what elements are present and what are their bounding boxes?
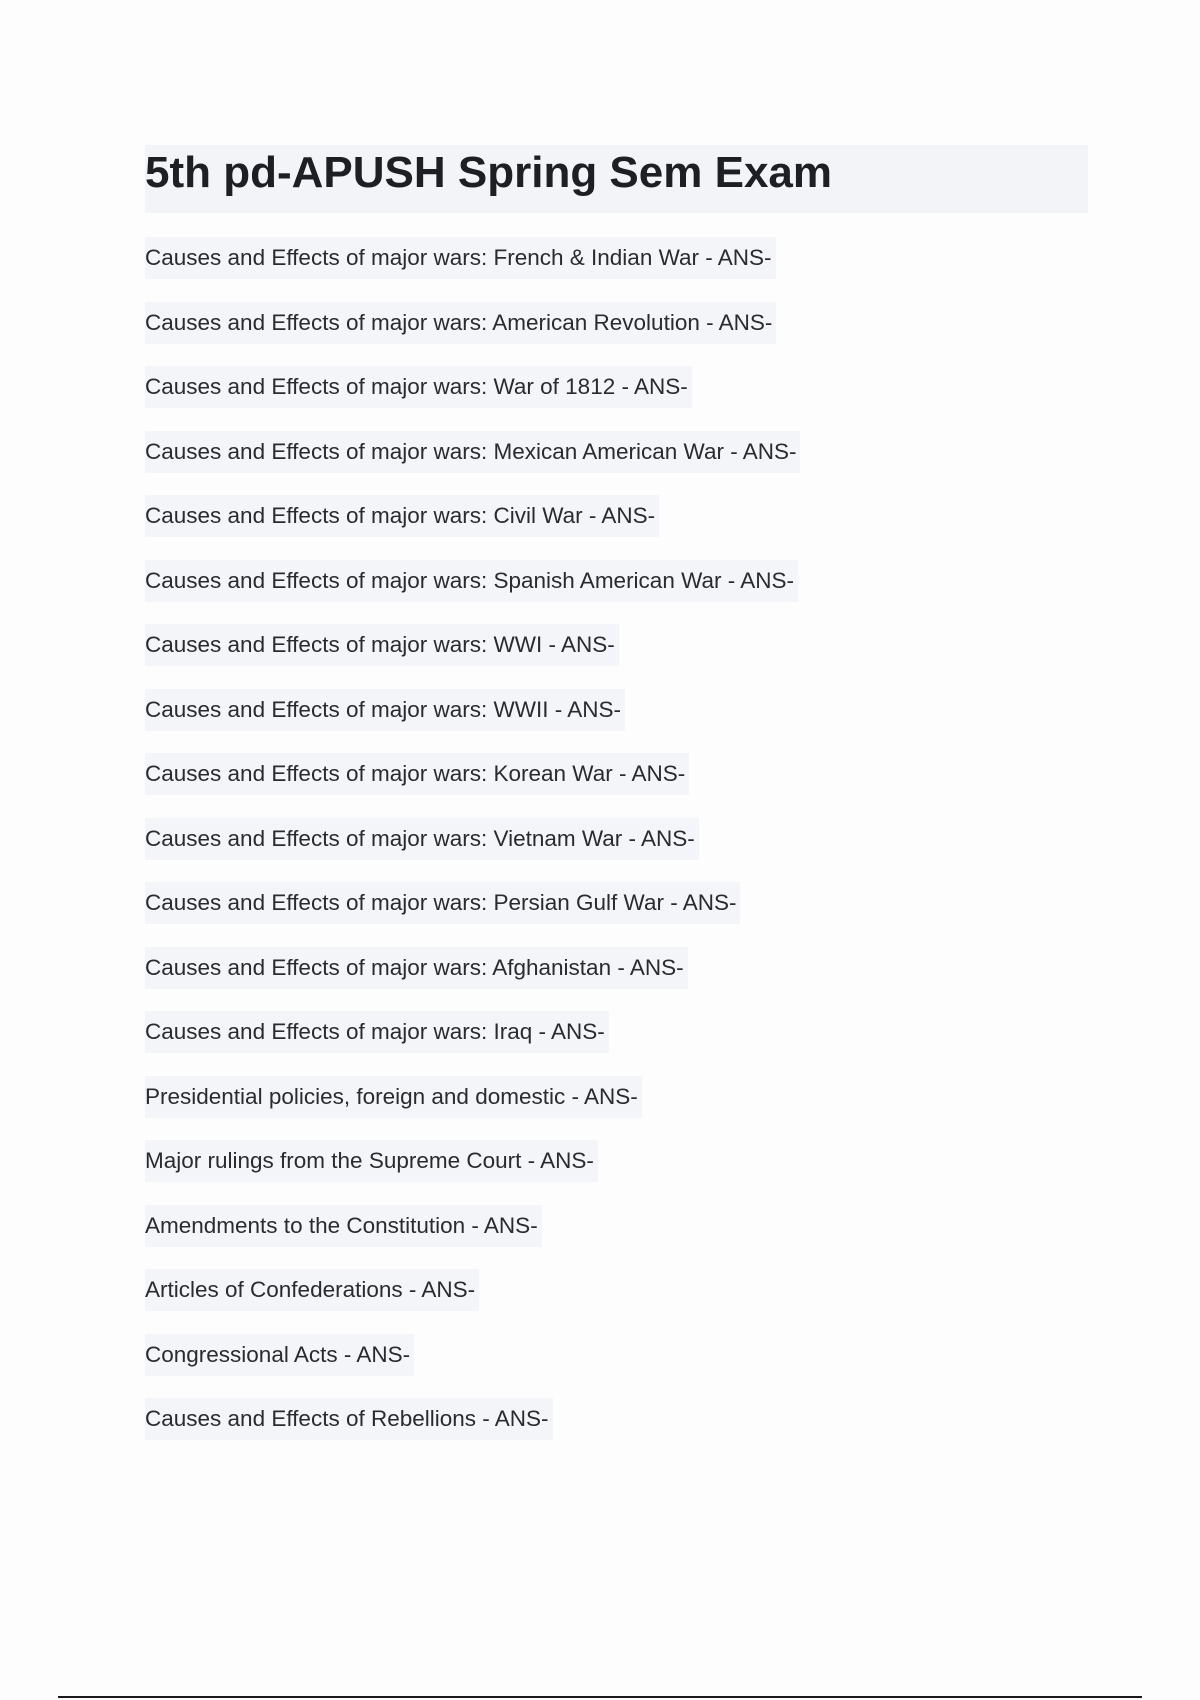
list-item-text: Causes and Effects of Rebellions - ANS- [145,1398,553,1440]
list-item-text: Causes and Effects of major wars: WWI - ANS- [145,624,619,666]
list-item-text: Causes and Effects of major wars: Korean War - ANS- [145,753,689,795]
list-item-text: Causes and Effects of major wars: Persian Gulf War - ANS- [145,882,740,924]
list-item-text: Causes and Effects of major wars: Iraq - ANS- [145,1011,609,1053]
list-item-text: Articles of Confederations - ANS- [145,1269,479,1311]
list-item [145,1011,800,1076]
list-item [145,302,800,367]
list-item [145,1076,800,1141]
list-item [145,1398,800,1463]
list-item [145,1205,800,1270]
list-item [145,237,800,302]
list-item-text: Amendments to the Constitution - ANS- [145,1205,542,1247]
question-list [145,237,800,1463]
list-item-text: Presidential policies, foreign and domestic - ANS- [145,1076,642,1118]
footer-divider [58,1696,1142,1698]
list-item-text: Causes and Effects of major wars: French & Indian War - ANS- [145,237,776,279]
list-item-text: Major rulings from the Supreme Court - ANS- [145,1140,598,1182]
list-item [145,624,800,689]
list-item [145,689,800,754]
list-item [145,818,800,883]
list-item [145,1140,800,1205]
list-item [145,366,800,431]
list-item [145,495,800,560]
list-item [145,882,800,947]
list-item-text: Causes and Effects of major wars: Mexican American War - ANS- [145,431,800,473]
list-item-text: Causes and Effects of major wars: WWII - ANS- [145,689,625,731]
list-item-text: Causes and Effects of major wars: Afghanistan - ANS- [145,947,688,989]
list-item [145,1269,800,1334]
list-item-text: Causes and Effects of major wars: American Revolution - ANS- [145,302,776,344]
list-item [145,753,800,818]
list-item [145,560,800,625]
list-item-text: Causes and Effects of major wars: War of 1812 - ANS- [145,366,692,408]
list-item [145,947,800,1012]
list-item-text: Causes and Effects of major wars: Spanish American War - ANS- [145,560,798,602]
list-item-text: Congressional Acts - ANS- [145,1334,414,1376]
list-item-text: Causes and Effects of major wars: Civil War - ANS- [145,495,659,537]
list-item [145,1334,800,1399]
page-title: 5th pd-APUSH Spring Sem Exam [145,148,833,197]
list-item [145,431,800,496]
list-item-text: Causes and Effects of major wars: Vietnam War - ANS- [145,818,699,860]
